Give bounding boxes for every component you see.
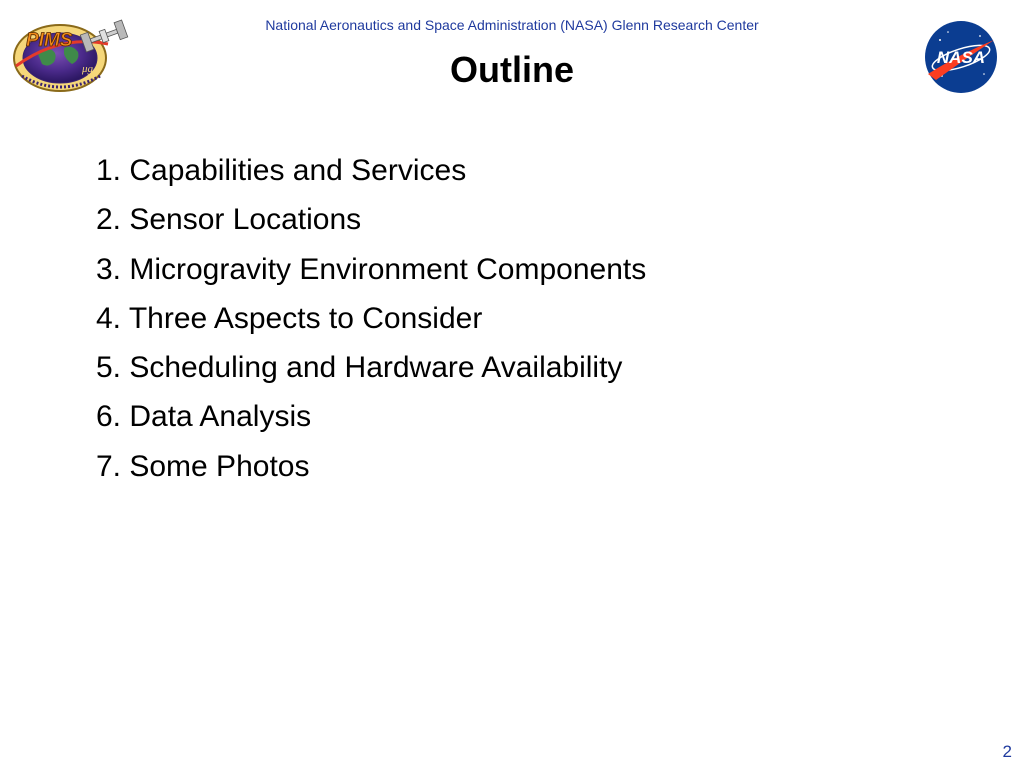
outline-item: 4. Three Aspects to Consider: [96, 301, 483, 335]
outline-list: [96, 146, 646, 491]
nasa-meatball-icon: [922, 18, 1000, 96]
svg-text:PIMS: PIMS: [26, 30, 73, 51]
outline-item: 7. Some Photos: [96, 449, 310, 483]
svg-text:μg: μg: [82, 63, 94, 75]
outline-item: 3. Microgravity Environment Components: [96, 252, 647, 286]
organization-header: National Aeronautics and Space Administration (NASA) Glenn Research Center: [265, 17, 759, 33]
outline-item: 5. Scheduling and Hardware Availability: [96, 351, 623, 385]
page-title: Outline: [450, 49, 574, 90]
page-number: 2: [1002, 742, 1012, 761]
outline-item: 1. Capabilities and Services: [96, 154, 467, 187]
svg-text:NASA: NASA: [936, 48, 986, 67]
outline-item: 2. Sensor Locations: [96, 203, 362, 237]
outline-item: 6. Data Analysis: [96, 400, 312, 434]
